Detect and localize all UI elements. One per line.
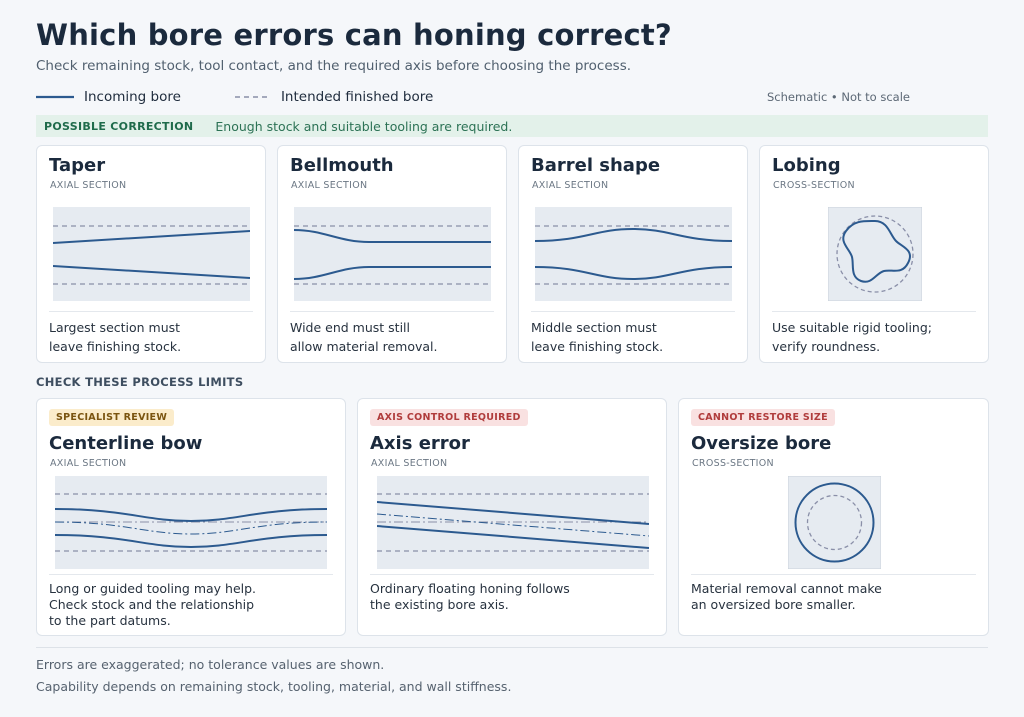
card-section-label: CROSS-SECTION (692, 458, 774, 469)
legend-incoming (36, 89, 181, 105)
card-title: Centerline bow (49, 433, 203, 454)
dashed-line-icon (235, 95, 271, 99)
card-description: Ordinary floating honing follows the existing bore axis. (370, 581, 570, 612)
card-description: Use suitable rigid tooling; verify roundness. (772, 320, 933, 354)
card-section-label: AXIAL SECTION (50, 458, 127, 469)
card-axis-error (357, 398, 667, 636)
banner-text: Enough stock and suitable tooling are required. (215, 118, 513, 134)
card-title: Taper (49, 155, 106, 176)
axis-control-badge: AXIS CONTROL REQUIRED (370, 409, 528, 426)
schematic-note: Schematic • Not to scale (767, 90, 910, 104)
axis-error-diagram (377, 476, 649, 569)
page-title: Which bore errors can honing correct? (36, 18, 672, 52)
card-section-label: AXIAL SECTION (291, 180, 368, 191)
card-description: Material removal cannot make an oversized bore smaller. (691, 581, 882, 612)
card-title: Lobing (772, 155, 841, 176)
card-barrel-shape (518, 145, 748, 363)
card-taper (36, 145, 266, 363)
barrel-diagram (535, 207, 732, 301)
card-description: Largest section must leave finishing stock. (49, 320, 182, 354)
specialist-review-badge: SPECIALIST REVIEW (49, 409, 174, 426)
possible-correction-banner (36, 115, 988, 137)
card-section-label: AXIAL SECTION (371, 458, 448, 469)
legend-incoming-label: Incoming bore (84, 89, 181, 105)
legend (36, 89, 487, 105)
legend-intended (235, 89, 433, 105)
card-title: Axis error (370, 433, 470, 454)
page-subtitle: Check remaining stock, tool contact, and the required axis before choosing the process. (36, 58, 632, 74)
lobing-diagram (828, 207, 922, 301)
card-lobing (759, 145, 989, 363)
card-section-label: CROSS-SECTION (773, 180, 855, 191)
limits-section-label: CHECK THESE PROCESS LIMITS (36, 375, 244, 389)
taper-diagram (53, 207, 250, 301)
card-title: Oversize bore (691, 433, 832, 454)
card-section-label: AXIAL SECTION (532, 180, 609, 191)
oversize-bore-diagram (788, 476, 881, 569)
card-title: Bellmouth (290, 155, 394, 176)
footer-note-2: Capability depends on remaining stock, tooling, material, and wall stiffness. (36, 679, 512, 694)
bellmouth-diagram (294, 207, 491, 301)
card-oversize-bore (678, 398, 989, 636)
card-title: Barrel shape (531, 155, 661, 176)
solid-line-icon (36, 95, 74, 99)
card-description: Wide end must still allow material removal. (290, 320, 438, 354)
centerline-bow-diagram (55, 476, 327, 569)
card-bellmouth (277, 145, 507, 363)
banner-label: POSSIBLE CORRECTION (44, 119, 194, 133)
footer-note-1: Errors are exaggerated; no tolerance values are shown. (36, 657, 385, 672)
legend-intended-label: Intended finished bore (280, 89, 434, 105)
card-description: Long or guided tooling may help. Check stock and the relationship to the part datums. (49, 581, 257, 628)
card-description: Middle section must leave finishing stock. (531, 320, 664, 354)
card-section-label: AXIAL SECTION (50, 180, 127, 191)
card-centerline-bow (36, 398, 346, 636)
footer-divider (36, 647, 988, 648)
cannot-restore-badge: CANNOT RESTORE SIZE (691, 409, 835, 426)
